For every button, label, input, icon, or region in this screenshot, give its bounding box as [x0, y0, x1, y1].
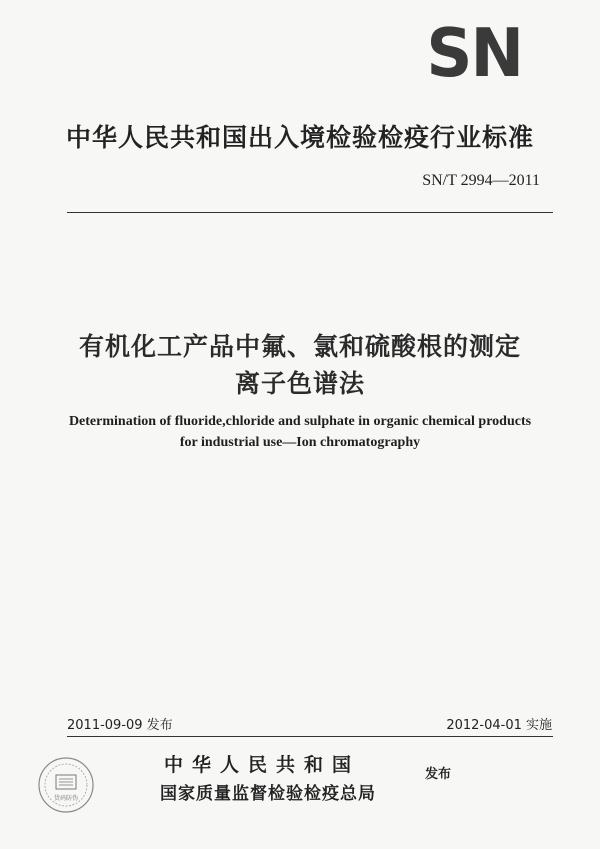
top-divider	[67, 212, 553, 213]
bottom-divider	[67, 736, 553, 737]
publisher-country: 中华人民共和国	[164, 754, 361, 776]
publisher-block	[160, 750, 376, 804]
publish-label: 发布	[425, 767, 452, 782]
implementation-date: 2012-04-01 实施	[446, 718, 552, 733]
publisher-agency: 国家质量监督检验检疫总局	[160, 784, 376, 804]
english-title-line2: for industrial use—Ion chromatography	[179, 435, 421, 450]
issue-date: 2011-09-09 发布	[67, 718, 173, 733]
anti-counterfeit-seal-icon	[36, 755, 96, 815]
chinese-title-line2: 离子色谱法	[234, 369, 365, 398]
seal-label: 货码防伪	[53, 795, 79, 802]
standard-number: SN/T 2994—2011	[422, 172, 540, 189]
issuing-body-title: 中华人民共和国出入境检验检疫行业标准	[65, 123, 534, 152]
english-title-line1: Determination of fluoride,chloride and sulphate in organic chemical products	[68, 414, 532, 429]
sn-logo: SN	[426, 15, 522, 93]
chinese-title-line1: 有机化工产品中氟、氯和硫酸根的测定	[78, 332, 521, 361]
